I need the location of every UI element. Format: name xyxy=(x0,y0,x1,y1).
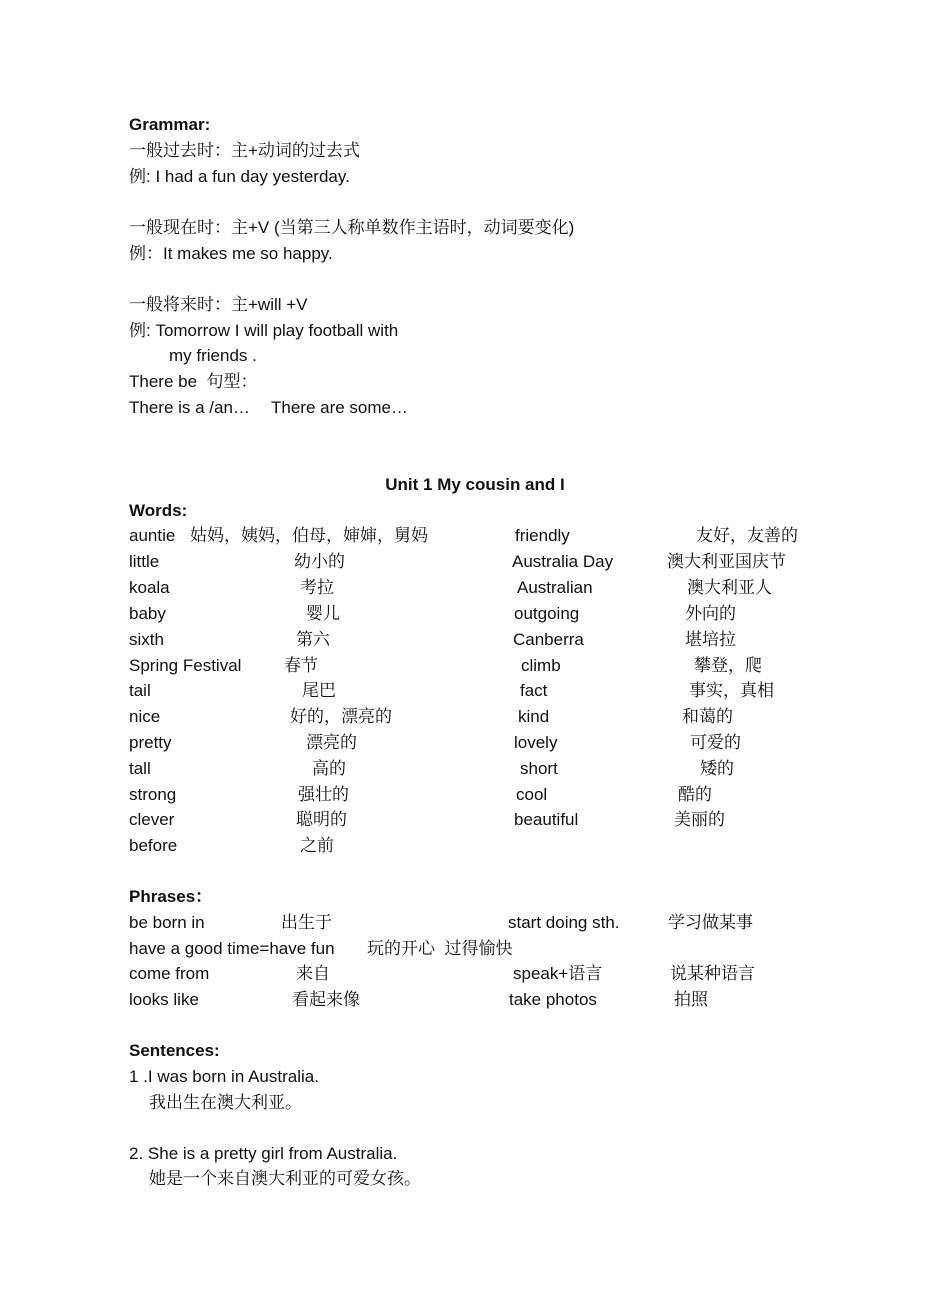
word-en: kind xyxy=(518,707,550,726)
sentence-en: 1 .I was born in Australia. xyxy=(129,1067,319,1086)
there-be-example-2: There are some… xyxy=(271,398,408,417)
sentences-heading: Sentences: xyxy=(129,1041,220,1060)
word-en: auntie xyxy=(129,526,176,545)
word-zh: 堪培拉 xyxy=(685,630,736,649)
word-en: fact xyxy=(520,681,548,700)
phrase-zh: 看起来像 xyxy=(292,990,360,1009)
word-zh: 攀登，爬 xyxy=(694,656,762,675)
future-tense-example-cont: my friends . xyxy=(169,346,257,365)
word-zh: 尾巴 xyxy=(302,681,336,700)
words-heading: Words: xyxy=(129,501,188,520)
future-tense-example: 例: Tomorrow I will play football with xyxy=(129,321,399,340)
word-zh: 矮的 xyxy=(700,759,734,778)
word-zh: 考拉 xyxy=(300,578,334,597)
word-en: pretty xyxy=(129,733,172,752)
present-tense-rule: 一般现在时：主+V (当第三人称单数作主语时，动词要变化) xyxy=(129,218,575,237)
phrase-en: be born in xyxy=(129,913,205,932)
word-zh: 强壮的 xyxy=(298,785,349,804)
word-en: beautiful xyxy=(514,810,579,829)
word-zh: 和蔼的 xyxy=(682,707,733,726)
word-zh: 婴儿 xyxy=(306,604,340,623)
word-zh: 高的 xyxy=(312,759,346,778)
word-en: outgoing xyxy=(514,604,580,623)
past-tense-example: 例: I had a fun day yesterday. xyxy=(129,167,350,186)
word-zh: 澳大利亚人 xyxy=(687,578,772,597)
word-zh: 第六 xyxy=(296,630,330,649)
phrase-zh: 学习做某事 xyxy=(668,913,753,932)
phrase-zh: 出生于 xyxy=(281,913,332,932)
phrase-en: have a good time=have fun xyxy=(129,939,335,958)
phrase-en: looks like xyxy=(129,990,199,1009)
word-en: little xyxy=(129,552,160,571)
word-zh: 姑妈，姨妈，伯母，婶婶，舅妈 xyxy=(190,526,428,545)
word-en: climb xyxy=(521,656,561,675)
word-en: koala xyxy=(129,578,170,597)
word-en: tail xyxy=(129,681,151,700)
word-en: tall xyxy=(129,759,151,778)
word-zh: 漂亮的 xyxy=(306,733,357,752)
word-zh: 好的，漂亮的 xyxy=(290,707,392,726)
word-zh: 可爱的 xyxy=(690,733,741,752)
word-en: clever xyxy=(129,810,175,829)
present-tense-example: 例：It makes me so happy. xyxy=(129,244,333,263)
word-en: baby xyxy=(129,604,166,623)
past-tense-rule: 一般过去时：主+动词的过去式 xyxy=(129,141,360,160)
phrase-en: take photos xyxy=(509,990,597,1009)
word-zh: 美丽的 xyxy=(674,810,725,829)
word-zh: 外向的 xyxy=(685,604,736,623)
sentence-en: 2. She is a pretty girl from Australia. xyxy=(129,1144,398,1163)
phrase-zh: 玩的开心 过得愉快 xyxy=(367,939,513,958)
phrase-en: come from xyxy=(129,964,210,983)
word-en: strong xyxy=(129,785,177,804)
word-zh: 幼小的 xyxy=(294,552,345,571)
word-en: cool xyxy=(516,785,548,804)
there-be-example-1: There is a /an… xyxy=(129,398,250,417)
phrase-zh: 说某种语言 xyxy=(670,964,755,983)
word-en: before xyxy=(129,836,178,855)
there-be-rule: There be 句型： xyxy=(129,372,258,391)
phrase-zh: 拍照 xyxy=(674,990,708,1009)
word-zh: 聪明的 xyxy=(296,810,347,829)
word-zh: 之前 xyxy=(300,836,334,855)
sentence-zh: 她是一个来自澳大利亚的可爱女孩。 xyxy=(149,1169,421,1188)
future-tense-rule: 一般将来时：主+will +V xyxy=(129,295,308,314)
word-en: Canberra xyxy=(513,630,584,649)
phrases-heading: Phrases： xyxy=(129,887,213,906)
sentence-zh: 我出生在澳大利亚。 xyxy=(149,1093,302,1112)
word-en: Australia Day xyxy=(512,552,614,571)
word-zh: 澳大利亚国庆节 xyxy=(667,552,786,571)
word-en: nice xyxy=(129,707,161,726)
phrase-zh: 来自 xyxy=(296,964,330,983)
word-en: Australian xyxy=(517,578,593,597)
word-en: friendly xyxy=(515,526,570,545)
word-en: Spring Festival xyxy=(129,656,242,675)
word-en: lovely xyxy=(514,733,558,752)
word-en: sixth xyxy=(129,630,164,649)
word-en: short xyxy=(520,759,558,778)
unit-title: Unit 1 My cousin and I xyxy=(385,475,565,494)
phrase-en: start doing sth. xyxy=(508,913,620,932)
word-zh: 酷的 xyxy=(678,785,712,804)
phrase-en: speak+语言 xyxy=(513,964,603,983)
word-zh: 春节 xyxy=(284,656,318,675)
grammar-heading: Grammar: xyxy=(129,115,211,134)
word-zh: 事实，真相 xyxy=(689,681,774,700)
word-zh: 友好，友善的 xyxy=(696,526,798,545)
